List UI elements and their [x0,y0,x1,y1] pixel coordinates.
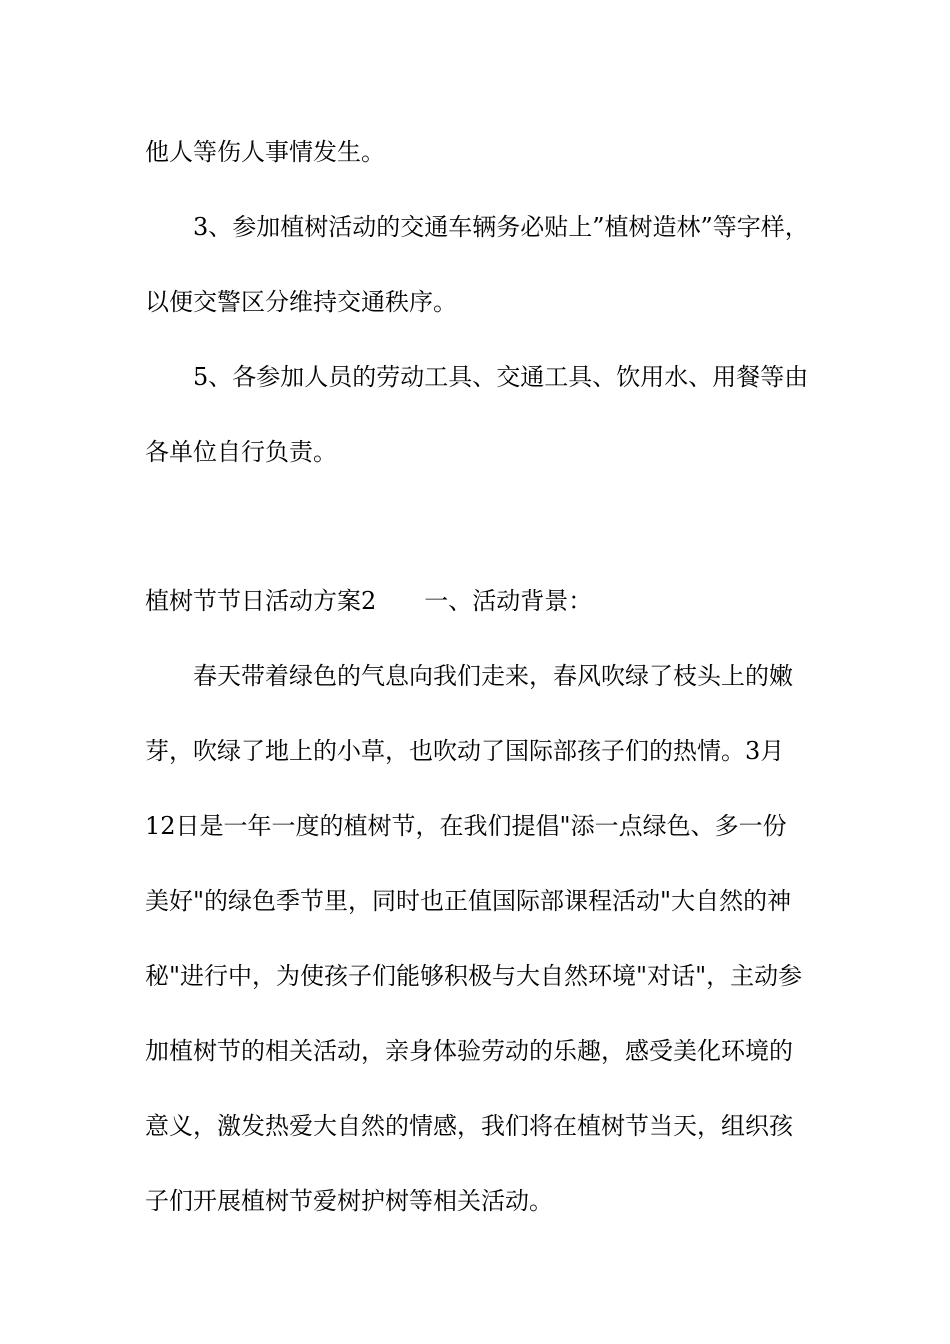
paragraph-line-13: 子们开展植树节爱树护树等相关活动。 [145,1187,553,1215]
section-title: 植树节节日活动方案2 [145,587,377,615]
paragraph-line-11: 加植树节的相关活动，亲身体验劳动的乐趣，感受美化环境的 [145,1037,793,1065]
paragraph-line-1: 他人等伤人事情发生。 [145,138,385,166]
section-heading [145,585,592,617]
paragraph-line-5: 各单位自行负责。 [145,438,337,466]
paragraph-line-9: 美好"的绿色季节里，同时也正值国际部课程活动"大自然的神 [145,887,792,915]
paragraph-line-6: 春天带着绿色的气息向我们走来，春风吹绿了枝头上的嫩 [193,662,793,690]
paragraph-line-2: 3、参加植树活动的交通车辆务必贴上”植树造林”等字样， [193,213,809,241]
paragraph-line-8: 12日是一年一度的植树节，在我们提倡"添一点绿色、多一份 [145,812,787,840]
paragraph-line-10: 秘"进行中，为使孩子们能够积极与大自然环境"对话"，主动参 [145,962,803,990]
paragraph-line-12: 意义，激发热爱大自然的情感，我们将在植树节当天，组织孩 [145,1112,793,1140]
section-subtitle: 一、活动背景： [424,587,593,615]
paragraph-line-4: 5、各参加人员的劳动工具、交通工具、饮用水、用餐等由 [193,363,809,391]
paragraph-line-3: 以便交警区分维持交通秩序。 [145,288,457,316]
paragraph-line-7: 芽，吹绿了地上的小草，也吹动了国际部孩子们的热情。3月 [145,737,785,765]
